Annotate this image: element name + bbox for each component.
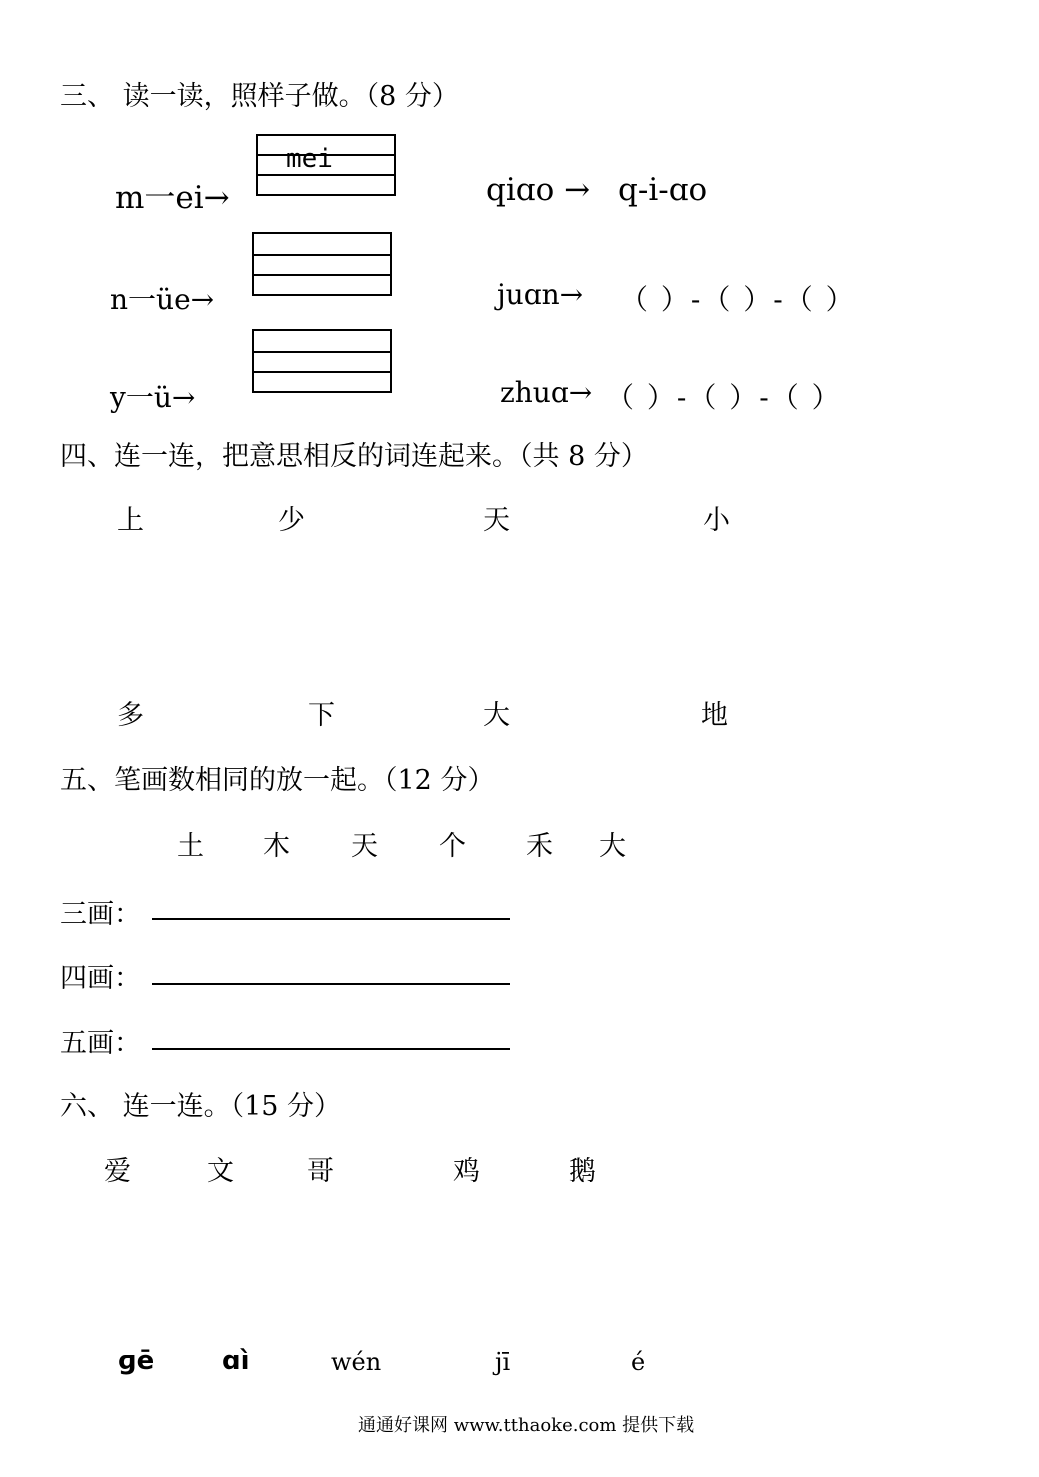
stroke-label-4: 四画： — [60, 963, 141, 994]
match-pinyin-3[interactable]: wén — [331, 1348, 382, 1376]
antonym-top-2[interactable]: 少 — [278, 505, 305, 536]
stroke-label-3: 三画： — [60, 899, 141, 930]
pinyin-word-2: juɑn→ — [497, 278, 584, 311]
antonym-bottom-2[interactable]: 下 — [308, 700, 335, 731]
four-line-grid-1 — [256, 134, 396, 196]
match-pinyin-4[interactable]: jī — [495, 1348, 511, 1376]
pinyin-word-1: qiɑo → — [486, 172, 591, 208]
answer-line-3[interactable] — [152, 918, 510, 920]
antonym-top-3[interactable]: 天 — [483, 505, 510, 536]
match-pinyin-2[interactable]: ɑì — [222, 1346, 250, 1376]
antonym-top-4[interactable]: 小 — [703, 505, 730, 536]
four-line-grid-2[interactable] — [252, 232, 392, 296]
match-pinyin-5[interactable]: é — [631, 1348, 646, 1376]
antonym-bottom-3[interactable]: 大 — [483, 700, 510, 731]
match-char-4[interactable]: 鸡 — [453, 1156, 480, 1187]
match-pinyin-1[interactable]: ɡē — [118, 1346, 155, 1376]
pinyin-spell-left-1: m一ei→ — [115, 180, 230, 216]
answer-line-5[interactable] — [152, 1048, 510, 1050]
stroke-char-2: 木 — [263, 831, 290, 862]
match-char-5[interactable]: 鹅 — [569, 1156, 596, 1187]
stroke-label-5: 五画： — [60, 1028, 141, 1059]
pinyin-split-blanks-2[interactable]: （ ）-（ ）-（ ） — [620, 283, 856, 316]
stroke-char-1: 土 — [177, 831, 204, 862]
grid-answer-1: mei — [286, 144, 333, 174]
antonym-bottom-4[interactable]: 地 — [701, 700, 728, 731]
antonym-bottom-1[interactable]: 多 — [117, 700, 144, 731]
stroke-char-3: 天 — [351, 831, 378, 862]
match-char-1[interactable]: 爱 — [104, 1156, 131, 1187]
footer-credit: 通通好课网 www.tthaoke.com 提供下载 — [358, 1415, 695, 1436]
section5-title: 五、笔画数相同的放一起。（12 分） — [60, 765, 495, 796]
antonym-top-1[interactable]: 上 — [117, 505, 144, 536]
section3-title: 三、 读一读，照样子做。（8 分） — [60, 81, 459, 112]
pinyin-word-3: zhuɑ→ — [500, 376, 593, 409]
match-char-3[interactable]: 哥 — [307, 1156, 334, 1187]
answer-line-4[interactable] — [152, 983, 510, 985]
stroke-char-6: 大 — [599, 831, 626, 862]
four-line-grid-3[interactable] — [252, 329, 392, 393]
pinyin-spell-left-3: y一ü→ — [110, 381, 196, 414]
pinyin-split-blanks-3[interactable]: （ ）-（ ）-（ ） — [606, 381, 842, 414]
stroke-char-5: 禾 — [526, 831, 553, 862]
match-char-2[interactable]: 文 — [207, 1156, 234, 1187]
section6-title: 六、 连一连。（15 分） — [60, 1091, 342, 1122]
section4-title: 四、连一连，把意思相反的词连起来。（共 8 分） — [60, 441, 648, 472]
pinyin-spell-left-2: n一üe→ — [110, 283, 215, 316]
stroke-char-4: 个 — [439, 831, 466, 862]
pinyin-split-1: q-i-ɑo — [618, 172, 708, 208]
